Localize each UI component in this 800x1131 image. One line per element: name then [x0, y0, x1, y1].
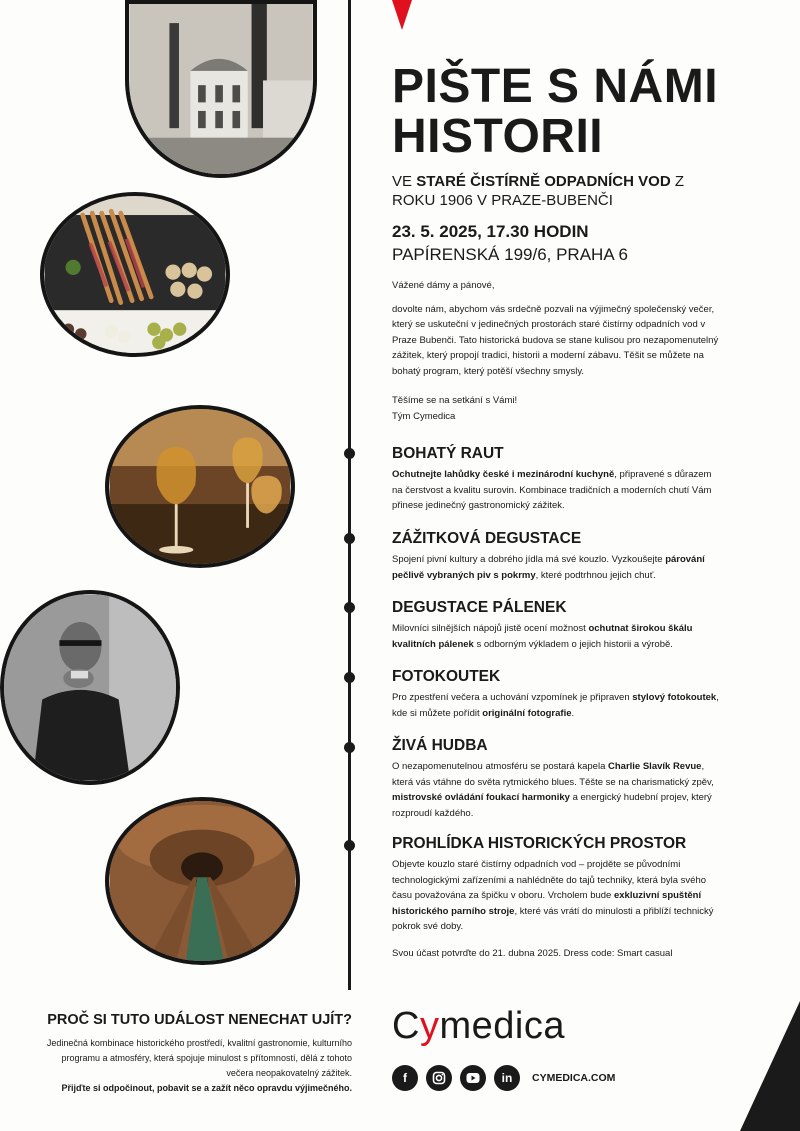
subtitle-pre: VE — [392, 173, 417, 190]
section-fotokoutek — [392, 668, 722, 721]
rsvp-note: Svou účast potvrďte do 21. dubna 2025. Dress code: Smart casual — [392, 948, 673, 959]
intro-closing: Těšíme se na setkání s Vámi! — [392, 395, 518, 406]
linkedin-icon[interactable]: in — [494, 1065, 520, 1091]
section-title: ŽIVÁ HUDBA — [392, 737, 488, 754]
section-text-strong: Ochutnejte lahůdky české i mezinárodní kuchyně — [392, 469, 615, 480]
subtitle-post: Z ROKU 1906 V PRAZE-BUBENČI — [392, 173, 684, 209]
section-text-part: , která vás vtáhne do světa rytmického blues. Těšte se na charismatický zpěv, — [392, 761, 714, 788]
section-text-part: . — [571, 707, 575, 719]
timeline-dot — [344, 672, 355, 683]
musician-harmonica-photo — [0, 590, 180, 785]
timeline-dot — [344, 448, 355, 459]
section-text-part: a energický hudební projev, který rozproudí každého. — [392, 792, 712, 819]
section-text — [392, 690, 722, 721]
section-text-strong: ochutnat širokou škálu kvalitních pálenek — [392, 623, 693, 650]
youtube-icon[interactable] — [460, 1065, 486, 1091]
corner-triangle — [740, 1001, 800, 1131]
logo-letter-y: y — [419, 1005, 440, 1047]
page-title — [392, 62, 718, 162]
event-date: 23. 5. 2025, 17.30 HODIN — [392, 222, 589, 241]
subtitle-strong: STARÉ ČISTÍRNĚ ODPADNÍCH VOD — [416, 173, 671, 190]
section-text — [392, 621, 722, 652]
historic-building-photo — [125, 0, 317, 178]
section-text-strong: Charlie Slavík Revue — [608, 761, 702, 772]
logo-rest: medica — [439, 1005, 565, 1047]
title-line-1: PIŠTE S NÁMI — [392, 60, 719, 113]
title-line-2: HISTORII — [392, 110, 604, 163]
section-palenky — [392, 599, 722, 652]
section-text-part: Objevte kouzlo staré čistírny odpadních vod – projděte se původními technologickými zařízeními a nahlédněte do tajů techniky, která byla svého času považována za špičku v oboru. Vrcholem bude — [392, 859, 707, 901]
why-text: Jedinečná kombinace historického prostředí, kvalitní gastronomie, kulturního programu a atmosféry, která spojuje minulost s přítomností, dělá z tohoto večera neopakovatelný zážitek. — [46, 1038, 352, 1078]
red-triangle-marker — [392, 0, 412, 30]
event-address: PAPÍRENSKÁ 199/6, PRAHA 6 — [392, 245, 628, 264]
section-title: ZÁŽITKOVÁ DEGUSTACE — [392, 530, 582, 547]
section-text-part: Milovníci silnějších nápojů jistě ocení možnost — [392, 623, 589, 634]
timeline-dot — [344, 840, 355, 851]
social-links — [392, 1065, 615, 1091]
website-link[interactable]: CYMEDICA.COM — [532, 1072, 616, 1084]
section-text-part: , které vás vrátí do minulosti a přiblíží technický pokrok své doby. — [392, 905, 714, 932]
section-title: FOTOKOUTEK — [392, 668, 501, 685]
timeline-dot — [344, 533, 355, 544]
section-title: DEGUSTACE PÁLENEK — [392, 599, 567, 616]
section-hudba — [392, 737, 722, 821]
section-text — [392, 857, 722, 935]
underground-tunnel-photo — [105, 797, 300, 965]
why-body — [40, 1036, 352, 1096]
section-text-part: , kde si můžete pořídit — [392, 692, 719, 719]
intro-body: dovolte nám, abychom vás srdečně pozvali na výjimečný společenský večer, který se uskuteční v jedinečných prostorách staré čistírny odpadních vod v Praze Bubenči. Tato historická budova se stane kulisou pro nezapomenutelný zážitek, který propojí tradici, historii a moderní zábavu. Těšit se můžete na bohatý program, který potěší všechny smysly. — [392, 303, 719, 377]
section-title: PROHLÍDKA HISTORICKÝCH PROSTOR — [392, 835, 687, 852]
intro-team: Tým Cymedica — [392, 410, 456, 422]
section-text-strong: stylový fotokoutek — [632, 692, 717, 703]
instagram-icon[interactable] — [426, 1065, 452, 1091]
section-text-part: , které podtrhnou jejich chuť. — [535, 569, 656, 581]
section-text-strong: originální fotografie — [482, 707, 572, 719]
section-text-part: Pro zpestření večera a uchování vzpomínek je připraven — [392, 692, 633, 703]
section-raut — [392, 445, 722, 514]
section-text-strong: mistrovské ovládání foukací harmoniky — [392, 792, 570, 803]
section-text-part: , připravené s důrazem na čerstvost a kvalitu surovin. Kombinace tradičních a moderních chutí Vám přinese jedinečný gastronomický zážitek. — [392, 469, 712, 511]
section-text — [392, 552, 722, 583]
section-text — [392, 759, 722, 821]
cymedica-logo — [392, 1005, 565, 1048]
section-text-part: O nezapomenutelnou atmosféru se postará kapela — [392, 761, 608, 772]
subtitle — [392, 172, 712, 210]
section-degustace — [392, 530, 722, 583]
timeline-dot — [344, 602, 355, 613]
why-attend-block — [40, 1012, 352, 1096]
why-title: PROČ SI TUTO UDÁLOST NENECHAT UJÍT? — [47, 1012, 352, 1028]
section-prohlidka — [392, 835, 722, 935]
catering-food-photo — [40, 192, 230, 357]
section-text-strong: exkluzivní spuštění historického parního stroje — [392, 890, 702, 917]
section-text — [392, 467, 722, 514]
section-title: BOHATÝ RAUT — [392, 445, 504, 462]
section-text-strong: párování pečlivě vybraných piv s pokrmy — [392, 554, 705, 581]
section-text-part: s odborným výkladem o jejich historii a výrobě. — [473, 638, 673, 650]
invitation-intro — [392, 278, 732, 432]
timeline-dot — [344, 742, 355, 753]
section-text-part: Spojení pivní kultury a dobrého jídla má své kouzlo. Vyzkoušejte — [392, 554, 666, 565]
logo-letter-c: C — [392, 1005, 420, 1047]
greeting: Vážené dámy a pánové, — [392, 280, 495, 291]
brandy-glasses-photo — [105, 405, 295, 568]
why-strong: Přijďte si odpočinout, pobavit se a zažít něco opravdu výjimečného. — [61, 1083, 352, 1093]
facebook-icon[interactable]: f — [392, 1065, 418, 1091]
